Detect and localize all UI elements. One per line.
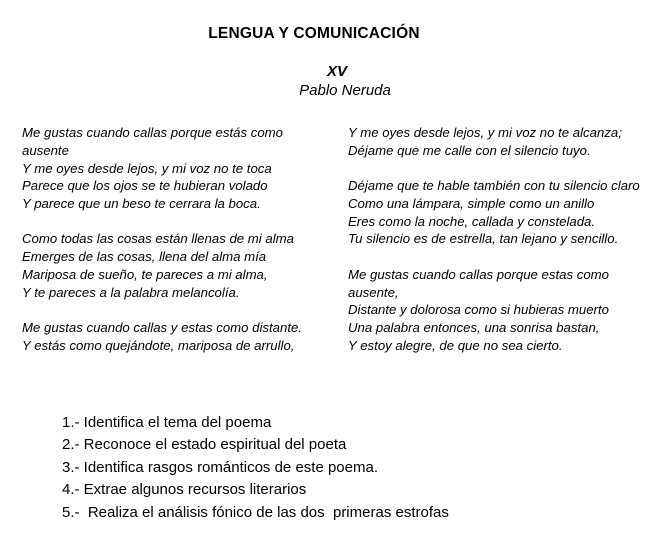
- poem-line: Tu silencio es de estrella, tan lejano y sencillo.: [348, 231, 619, 247]
- poem-column-left: [22, 124, 302, 355]
- poem-line: Distante y dolorosa como si hubieras muerto: [348, 302, 609, 318]
- poem-line: Como una lámpara, simple como un anillo: [348, 195, 595, 211]
- poem-line: Me gustas cuando callas porque estás como: [22, 125, 283, 140]
- poem-line: Y me oyes desde lejos, y mi voz no te toca: [22, 160, 272, 176]
- task-item: 5.- Realiza el análisis fónico de las dos primeras estrofas: [62, 503, 449, 521]
- poem-stanza: [22, 319, 302, 355]
- poem-line: ausente,: [348, 284, 399, 300]
- poem-stanza: [348, 266, 640, 355]
- poem-line: Déjame que te hable también con tu silencio claro: [348, 178, 640, 194]
- poem-line: Como todas las cosas están llenas de mi alma: [22, 231, 294, 247]
- task-item: 2.- Reconoce el estado espiritual del poeta: [62, 436, 347, 454]
- poem-line: Y te pareces a la palabra melancolía.: [22, 284, 240, 300]
- poem-line: Una palabra entonces, una sonrisa bastan,: [348, 320, 600, 336]
- poem-line: Emerges de las cosas, llena del alma mía: [22, 249, 267, 265]
- poem-line: Mariposa de sueño, te pareces a mi alma,: [22, 267, 268, 283]
- task-item: 1.- Identifica el tema del poema: [62, 414, 272, 431]
- poem-line: Me gustas cuando callas y estas como distante.: [22, 320, 303, 336]
- poem-author: Pablo Neruda: [299, 82, 391, 99]
- poem-number-heading: XV: [326, 63, 347, 80]
- poem-line: Y estás como quejándote, mariposa de arrullo,: [22, 337, 295, 353]
- poem-stanza: [348, 177, 640, 248]
- poem-line: Eres como la noche, callada y constelada.: [348, 213, 596, 229]
- poem-line: Parece que los ojos se te hubieran volado: [22, 178, 268, 194]
- task-item: 4.- Extrae algunos recursos literarios: [62, 481, 307, 499]
- poem-line: Y estoy alegre, de que no sea cierto.: [348, 337, 563, 353]
- poem-line: Me gustas cuando callas porque estas como: [348, 266, 609, 282]
- poem-column-right: [348, 124, 640, 355]
- poem-stanza: [22, 230, 302, 301]
- task-item: 3.- Identifica rasgos románticos de este poema.: [62, 458, 378, 476]
- poem-stanza: [22, 124, 302, 213]
- poem-stanza: [348, 124, 640, 160]
- poem-line: Y parece que un beso te cerrara la boca.: [22, 196, 261, 212]
- poem-line: Y me oyes desde lejos, y mi voz no te alcanza;: [348, 125, 622, 140]
- page-title: LENGUA Y COMUNICACIÓN: [208, 25, 420, 42]
- poem-line: ausente: [22, 142, 69, 158]
- task-list: [62, 412, 449, 524]
- poem-line: Déjame que me calle con el silencio tuyo.: [348, 142, 591, 158]
